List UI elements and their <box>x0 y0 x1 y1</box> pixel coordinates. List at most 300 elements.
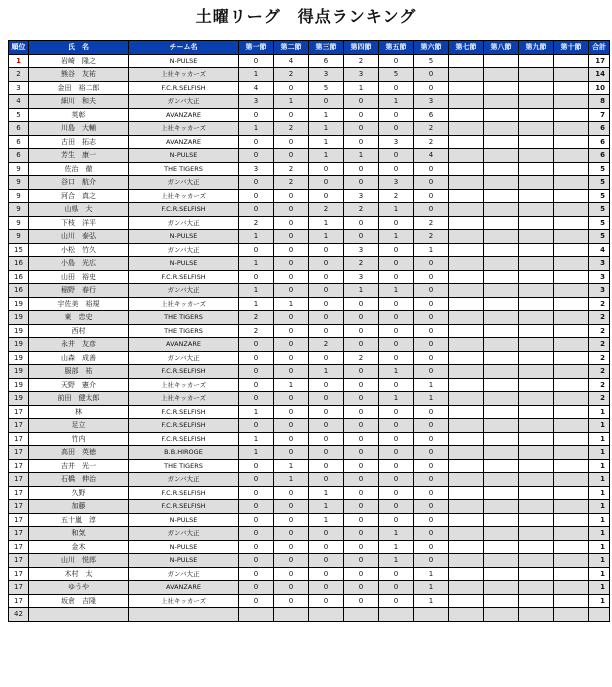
header-round-2: 第二節 <box>274 41 309 55</box>
round-6-goals-cell: 0 <box>414 540 449 554</box>
round-5-goals-cell: 0 <box>379 324 414 338</box>
team-name-cell: N-PULSE <box>129 554 239 568</box>
round-9-goals-cell <box>519 311 554 325</box>
team-name-cell: ガンバ大正 <box>129 216 239 230</box>
round-8-goals-cell <box>484 54 519 68</box>
round-8-goals-cell <box>484 203 519 217</box>
round-4-goals-cell: 1 <box>344 81 379 95</box>
total-goals-cell: 8 <box>589 95 610 109</box>
round-3-goals-cell: 2 <box>309 338 344 352</box>
round-8-goals-cell <box>484 459 519 473</box>
round-5-goals-cell: 0 <box>379 216 414 230</box>
rank-cell: 19 <box>9 378 29 392</box>
round-1-goals-cell: 1 <box>239 446 274 460</box>
round-6-goals-cell: 0 <box>414 297 449 311</box>
round-9-goals-cell <box>519 324 554 338</box>
round-5-goals-cell: 0 <box>379 54 414 68</box>
round-6-goals-cell: 0 <box>414 527 449 541</box>
total-goals-cell: 6 <box>589 135 610 149</box>
table-row <box>9 95 610 109</box>
round-7-goals-cell <box>449 108 484 122</box>
round-10-goals-cell <box>554 203 589 217</box>
total-goals-cell: 1 <box>589 527 610 541</box>
round-3-goals-cell: 1 <box>309 486 344 500</box>
round-2-goals-cell: 0 <box>274 365 309 379</box>
round-1-goals-cell: 0 <box>239 527 274 541</box>
round-2-goals-cell: 1 <box>274 459 309 473</box>
round-2-goals-cell: 0 <box>274 203 309 217</box>
header-round-7: 第七節 <box>449 41 484 55</box>
round-5-goals-cell: 0 <box>379 257 414 271</box>
table-row <box>9 567 610 581</box>
round-10-goals-cell <box>554 257 589 271</box>
header-round-5: 第五節 <box>379 41 414 55</box>
round-1-goals-cell: 1 <box>239 297 274 311</box>
round-9-goals-cell <box>519 338 554 352</box>
player-name-cell: 細川 和夫 <box>29 95 129 109</box>
ranking-body <box>9 54 610 621</box>
round-10-goals-cell <box>554 405 589 419</box>
round-5-goals-cell: 0 <box>379 270 414 284</box>
round-10-goals-cell <box>554 311 589 325</box>
round-1-goals-cell: 0 <box>239 176 274 190</box>
round-8-goals-cell <box>484 446 519 460</box>
round-4-goals-cell: 0 <box>344 162 379 176</box>
round-7-goals-cell <box>449 297 484 311</box>
team-name-cell: N-PULSE <box>129 230 239 244</box>
round-1-goals-cell: 1 <box>239 257 274 271</box>
round-6-goals-cell: 0 <box>414 270 449 284</box>
round-10-goals-cell <box>554 54 589 68</box>
total-goals-cell: 5 <box>589 216 610 230</box>
round-1-goals-cell: 1 <box>239 68 274 82</box>
player-name-cell: 吉井 光一 <box>29 459 129 473</box>
total-goals-cell: 2 <box>589 311 610 325</box>
table-row <box>9 108 610 122</box>
round-4-goals-cell: 0 <box>344 540 379 554</box>
rank-cell: 17 <box>9 432 29 446</box>
round-9-goals-cell <box>519 432 554 446</box>
team-name-cell: 上社キッカーズ <box>129 594 239 608</box>
round-3-goals-cell: 0 <box>309 351 344 365</box>
round-3-goals-cell: 1 <box>309 122 344 136</box>
round-2-goals-cell: 0 <box>274 581 309 595</box>
round-10-goals-cell <box>554 108 589 122</box>
round-6-goals-cell: 0 <box>414 500 449 514</box>
player-name-cell: 金木 <box>29 540 129 554</box>
round-3-goals-cell: 0 <box>309 284 344 298</box>
round-1-goals-cell: 1 <box>239 230 274 244</box>
round-4-goals-cell: 0 <box>344 432 379 446</box>
round-9-goals-cell <box>519 500 554 514</box>
round-6-goals-cell: 2 <box>414 122 449 136</box>
round-7-goals-cell <box>449 446 484 460</box>
round-6-goals-cell: 1 <box>414 378 449 392</box>
round-3-goals-cell: 0 <box>309 432 344 446</box>
round-1-goals-cell: 0 <box>239 365 274 379</box>
table-row <box>9 527 610 541</box>
rank-cell: 6 <box>9 135 29 149</box>
round-6-goals-cell: 0 <box>414 284 449 298</box>
rank-cell: 9 <box>9 189 29 203</box>
round-6-goals-cell: 5 <box>414 54 449 68</box>
round-6-goals-cell: 0 <box>414 324 449 338</box>
round-1-goals-cell: 0 <box>239 54 274 68</box>
round-5-goals-cell: 3 <box>379 176 414 190</box>
round-4-goals-cell: 0 <box>344 230 379 244</box>
table-row <box>9 68 610 82</box>
round-9-goals-cell <box>519 243 554 257</box>
player-name-cell: 和気 <box>29 527 129 541</box>
round-4-goals-cell: 0 <box>344 405 379 419</box>
team-name-cell: AVANZARE <box>129 581 239 595</box>
round-7-goals-cell <box>449 378 484 392</box>
player-name-cell: 坂倉 吉隆 <box>29 594 129 608</box>
round-5-goals-cell: 0 <box>379 122 414 136</box>
round-7-goals-cell <box>449 270 484 284</box>
round-9-goals-cell <box>519 122 554 136</box>
player-name-cell: 下枝 洋平 <box>29 216 129 230</box>
round-6-goals-cell: 1 <box>414 243 449 257</box>
player-name-cell: 石橋 伸治 <box>29 473 129 487</box>
round-6-goals-cell: 1 <box>414 567 449 581</box>
table-row <box>9 230 610 244</box>
round-2-goals-cell: 2 <box>274 162 309 176</box>
round-2-goals-cell: 0 <box>274 392 309 406</box>
total-goals-cell: 10 <box>589 81 610 95</box>
round-5-goals-cell: 0 <box>379 473 414 487</box>
table-row <box>9 513 610 527</box>
round-9-goals-cell <box>519 419 554 433</box>
round-4-goals-cell: 0 <box>344 527 379 541</box>
round-7-goals-cell <box>449 540 484 554</box>
total-goals-cell: 5 <box>589 189 610 203</box>
round-7-goals-cell <box>449 216 484 230</box>
total-goals-cell: 2 <box>589 365 610 379</box>
round-10-goals-cell <box>554 324 589 338</box>
round-5-goals-cell: 0 <box>379 297 414 311</box>
table-row <box>9 203 610 217</box>
round-1-goals-cell: 0 <box>239 392 274 406</box>
round-1-goals-cell: 0 <box>239 419 274 433</box>
round-10-goals-cell <box>554 81 589 95</box>
round-6-goals-cell: 0 <box>414 338 449 352</box>
round-4-goals-cell: 0 <box>344 95 379 109</box>
rank-cell: 9 <box>9 216 29 230</box>
round-8-goals-cell <box>484 162 519 176</box>
table-row <box>9 297 610 311</box>
round-3-goals-cell: 0 <box>309 419 344 433</box>
round-10-goals-cell <box>554 594 589 608</box>
total-goals-cell: 1 <box>589 513 610 527</box>
round-5-goals-cell: 0 <box>379 486 414 500</box>
player-name-cell: 天野 憲介 <box>29 378 129 392</box>
header-name: 氏 名 <box>29 41 129 55</box>
round-8-goals-cell <box>484 68 519 82</box>
round-7-goals-cell <box>449 95 484 109</box>
round-5-goals-cell: 3 <box>379 135 414 149</box>
round-1-goals-cell: 0 <box>239 554 274 568</box>
total-goals-cell: 1 <box>589 540 610 554</box>
rank-cell: 17 <box>9 527 29 541</box>
round-9-goals-cell <box>519 108 554 122</box>
round-7-goals-cell <box>449 338 484 352</box>
round-5-goals-cell: 1 <box>379 554 414 568</box>
round-5-goals-cell: 0 <box>379 567 414 581</box>
round-5-goals-cell: 1 <box>379 203 414 217</box>
team-name-cell: N-PULSE <box>129 540 239 554</box>
round-9-goals-cell <box>519 554 554 568</box>
round-6-goals-cell: 0 <box>414 513 449 527</box>
rank-cell: 17 <box>9 459 29 473</box>
total-goals-cell: 5 <box>589 176 610 190</box>
total-goals-cell: 1 <box>589 473 610 487</box>
round-9-goals-cell <box>519 473 554 487</box>
round-5-goals-cell: 1 <box>379 230 414 244</box>
round-6-goals-cell: 1 <box>414 594 449 608</box>
player-name-cell: 金田 裕二郎 <box>29 81 129 95</box>
round-7-goals-cell <box>449 81 484 95</box>
round-2-goals-cell: 0 <box>274 405 309 419</box>
round-2-goals-cell: 0 <box>274 81 309 95</box>
player-name-cell: 前田 健太郎 <box>29 392 129 406</box>
round-8-goals-cell <box>484 243 519 257</box>
round-10-goals-cell <box>554 378 589 392</box>
round-8-goals-cell <box>484 392 519 406</box>
round-7-goals-cell <box>449 405 484 419</box>
team-name-cell: F.C.R.SELFISH <box>129 405 239 419</box>
player-name-cell: 山川 悦郎 <box>29 554 129 568</box>
round-10-goals-cell <box>554 554 589 568</box>
rank-cell: 9 <box>9 162 29 176</box>
round-6-goals-cell: 0 <box>414 351 449 365</box>
round-6-goals-cell: 2 <box>414 135 449 149</box>
round-3-goals-cell: 0 <box>309 567 344 581</box>
round-3-goals-cell: 0 <box>309 243 344 257</box>
rank-cell: 42 <box>9 608 29 622</box>
round-6-goals-cell: 0 <box>414 486 449 500</box>
round-7-goals-cell <box>449 432 484 446</box>
round-3-goals-cell: 0 <box>309 527 344 541</box>
round-7-goals-cell <box>449 419 484 433</box>
team-name-cell: THE TIGERS <box>129 459 239 473</box>
round-9-goals-cell <box>519 486 554 500</box>
table-row <box>9 392 610 406</box>
round-1-goals-cell: 0 <box>239 473 274 487</box>
rank-cell: 17 <box>9 486 29 500</box>
round-4-goals-cell: 0 <box>344 446 379 460</box>
rank-cell: 19 <box>9 338 29 352</box>
round-2-goals-cell: 0 <box>274 311 309 325</box>
round-8-goals-cell <box>484 365 519 379</box>
round-5-goals-cell: 1 <box>379 284 414 298</box>
round-3-goals-cell: 1 <box>309 135 344 149</box>
total-goals-cell: 3 <box>589 270 610 284</box>
round-2-goals-cell: 0 <box>274 432 309 446</box>
player-name-cell: 久野 <box>29 486 129 500</box>
rank-cell: 17 <box>9 594 29 608</box>
rank-cell: 17 <box>9 513 29 527</box>
table-row <box>9 216 610 230</box>
player-name-cell: 小島 光広 <box>29 257 129 271</box>
team-name-cell: 上社キッカーズ <box>129 378 239 392</box>
player-name-cell: 川島 大輔 <box>29 122 129 136</box>
round-3-goals-cell: 5 <box>309 81 344 95</box>
round-10-goals-cell <box>554 243 589 257</box>
player-name-cell: 竹内 <box>29 432 129 446</box>
round-7-goals-cell <box>449 500 484 514</box>
round-7-goals-cell <box>449 189 484 203</box>
round-7-goals-cell <box>449 513 484 527</box>
round-1-goals-cell: 2 <box>239 216 274 230</box>
player-name-cell: 熊谷 友祐 <box>29 68 129 82</box>
table-row <box>9 351 610 365</box>
rank-cell: 17 <box>9 500 29 514</box>
round-6-goals-cell: 0 <box>414 189 449 203</box>
table-row <box>9 608 610 622</box>
round-6-goals-cell: 0 <box>414 176 449 190</box>
round-10-goals-cell <box>554 162 589 176</box>
round-3-goals-cell: 0 <box>309 324 344 338</box>
round-2-goals-cell: 4 <box>274 54 309 68</box>
team-name-cell: AVANZARE <box>129 135 239 149</box>
round-2-goals-cell: 0 <box>274 189 309 203</box>
round-3-goals-cell: 0 <box>309 594 344 608</box>
rank-cell: 17 <box>9 554 29 568</box>
round-4-goals-cell: 0 <box>344 486 379 500</box>
round-4-goals-cell: 0 <box>344 324 379 338</box>
round-7-goals-cell <box>449 486 484 500</box>
round-4-goals-cell: 0 <box>344 392 379 406</box>
round-2-goals-cell: 0 <box>274 257 309 271</box>
round-10-goals-cell <box>554 419 589 433</box>
round-8-goals-cell <box>484 216 519 230</box>
player-name-cell: 岩崎 隆之 <box>29 54 129 68</box>
round-2-goals-cell: 0 <box>274 243 309 257</box>
round-3-goals-cell: 0 <box>309 311 344 325</box>
total-goals-cell: 1 <box>589 486 610 500</box>
table-row <box>9 500 610 514</box>
round-10-goals-cell <box>554 608 589 622</box>
round-1-goals-cell: 1 <box>239 284 274 298</box>
round-5-goals-cell: 0 <box>379 81 414 95</box>
round-2-goals-cell: 2 <box>274 176 309 190</box>
round-1-goals-cell: 2 <box>239 311 274 325</box>
table-row <box>9 581 610 595</box>
round-7-goals-cell <box>449 392 484 406</box>
round-9-goals-cell <box>519 540 554 554</box>
round-7-goals-cell <box>449 149 484 163</box>
total-goals-cell: 2 <box>589 297 610 311</box>
team-name-cell: N-PULSE <box>129 257 239 271</box>
team-name-cell: F.C.R.SELFISH <box>129 270 239 284</box>
round-2-goals-cell: 0 <box>274 446 309 460</box>
round-3-goals-cell: 0 <box>309 392 344 406</box>
round-2-goals-cell: 0 <box>274 540 309 554</box>
round-6-goals-cell: 0 <box>414 257 449 271</box>
total-goals-cell: 1 <box>589 405 610 419</box>
round-3-goals-cell: 1 <box>309 108 344 122</box>
rank-cell: 17 <box>9 405 29 419</box>
round-4-goals-cell: 1 <box>344 149 379 163</box>
round-7-goals-cell <box>449 162 484 176</box>
round-1-goals-cell: 0 <box>239 540 274 554</box>
table-row <box>9 243 610 257</box>
round-6-goals-cell: 4 <box>414 149 449 163</box>
player-name-cell: 服部 祐 <box>29 365 129 379</box>
round-1-goals-cell: 0 <box>239 108 274 122</box>
round-6-goals-cell: 0 <box>414 68 449 82</box>
total-goals-cell <box>589 608 610 622</box>
total-goals-cell: 5 <box>589 230 610 244</box>
round-7-goals-cell <box>449 230 484 244</box>
rank-cell: 19 <box>9 351 29 365</box>
player-name-cell: 高田 英徳 <box>29 446 129 460</box>
ranking-table <box>8 40 610 622</box>
header-round-8: 第八節 <box>484 41 519 55</box>
round-9-goals-cell <box>519 68 554 82</box>
rank-cell: 3 <box>9 81 29 95</box>
table-row <box>9 405 610 419</box>
rank-cell: 19 <box>9 392 29 406</box>
team-name-cell: ガンバ大正 <box>129 567 239 581</box>
round-4-goals-cell: 0 <box>344 297 379 311</box>
round-3-goals-cell: 0 <box>309 189 344 203</box>
round-9-goals-cell <box>519 594 554 608</box>
team-name-cell: 上社キッカーズ <box>129 122 239 136</box>
round-10-goals-cell <box>554 230 589 244</box>
round-5-goals-cell: 0 <box>379 459 414 473</box>
total-goals-cell: 5 <box>589 162 610 176</box>
round-1-goals-cell: 0 <box>239 203 274 217</box>
header-total: 合計 <box>589 41 610 55</box>
round-2-goals-cell: 0 <box>274 324 309 338</box>
rank-cell: 17 <box>9 419 29 433</box>
header-round-1: 第一節 <box>239 41 274 55</box>
round-8-goals-cell <box>484 338 519 352</box>
round-7-goals-cell <box>449 365 484 379</box>
round-3-goals-cell: 0 <box>309 459 344 473</box>
round-4-goals-cell: 0 <box>344 473 379 487</box>
round-8-goals-cell <box>484 108 519 122</box>
round-7-goals-cell <box>449 567 484 581</box>
round-3-goals-cell: 0 <box>309 540 344 554</box>
round-1-goals-cell: 0 <box>239 243 274 257</box>
team-name-cell: F.C.R.SELFISH <box>129 486 239 500</box>
round-3-goals-cell: 0 <box>309 473 344 487</box>
round-4-goals-cell: 0 <box>344 567 379 581</box>
page-title: 土曜リーグ 得点ランキング <box>195 7 417 26</box>
round-4-goals-cell: 0 <box>344 216 379 230</box>
round-3-goals-cell: 1 <box>309 513 344 527</box>
total-goals-cell: 6 <box>589 122 610 136</box>
player-name-cell: 五十嵐 淳 <box>29 513 129 527</box>
round-8-goals-cell <box>484 419 519 433</box>
round-6-goals-cell: 0 <box>414 432 449 446</box>
round-4-goals-cell: 0 <box>344 122 379 136</box>
round-4-goals-cell: 0 <box>344 581 379 595</box>
round-7-goals-cell <box>449 581 484 595</box>
player-name-cell: 山県 大 <box>29 203 129 217</box>
round-2-goals-cell: 0 <box>274 149 309 163</box>
team-name-cell: AVANZARE <box>129 338 239 352</box>
round-8-goals-cell <box>484 473 519 487</box>
round-2-goals-cell: 0 <box>274 527 309 541</box>
round-10-goals-cell <box>554 216 589 230</box>
round-7-goals-cell <box>449 459 484 473</box>
round-9-goals-cell <box>519 216 554 230</box>
round-10-goals-cell <box>554 270 589 284</box>
